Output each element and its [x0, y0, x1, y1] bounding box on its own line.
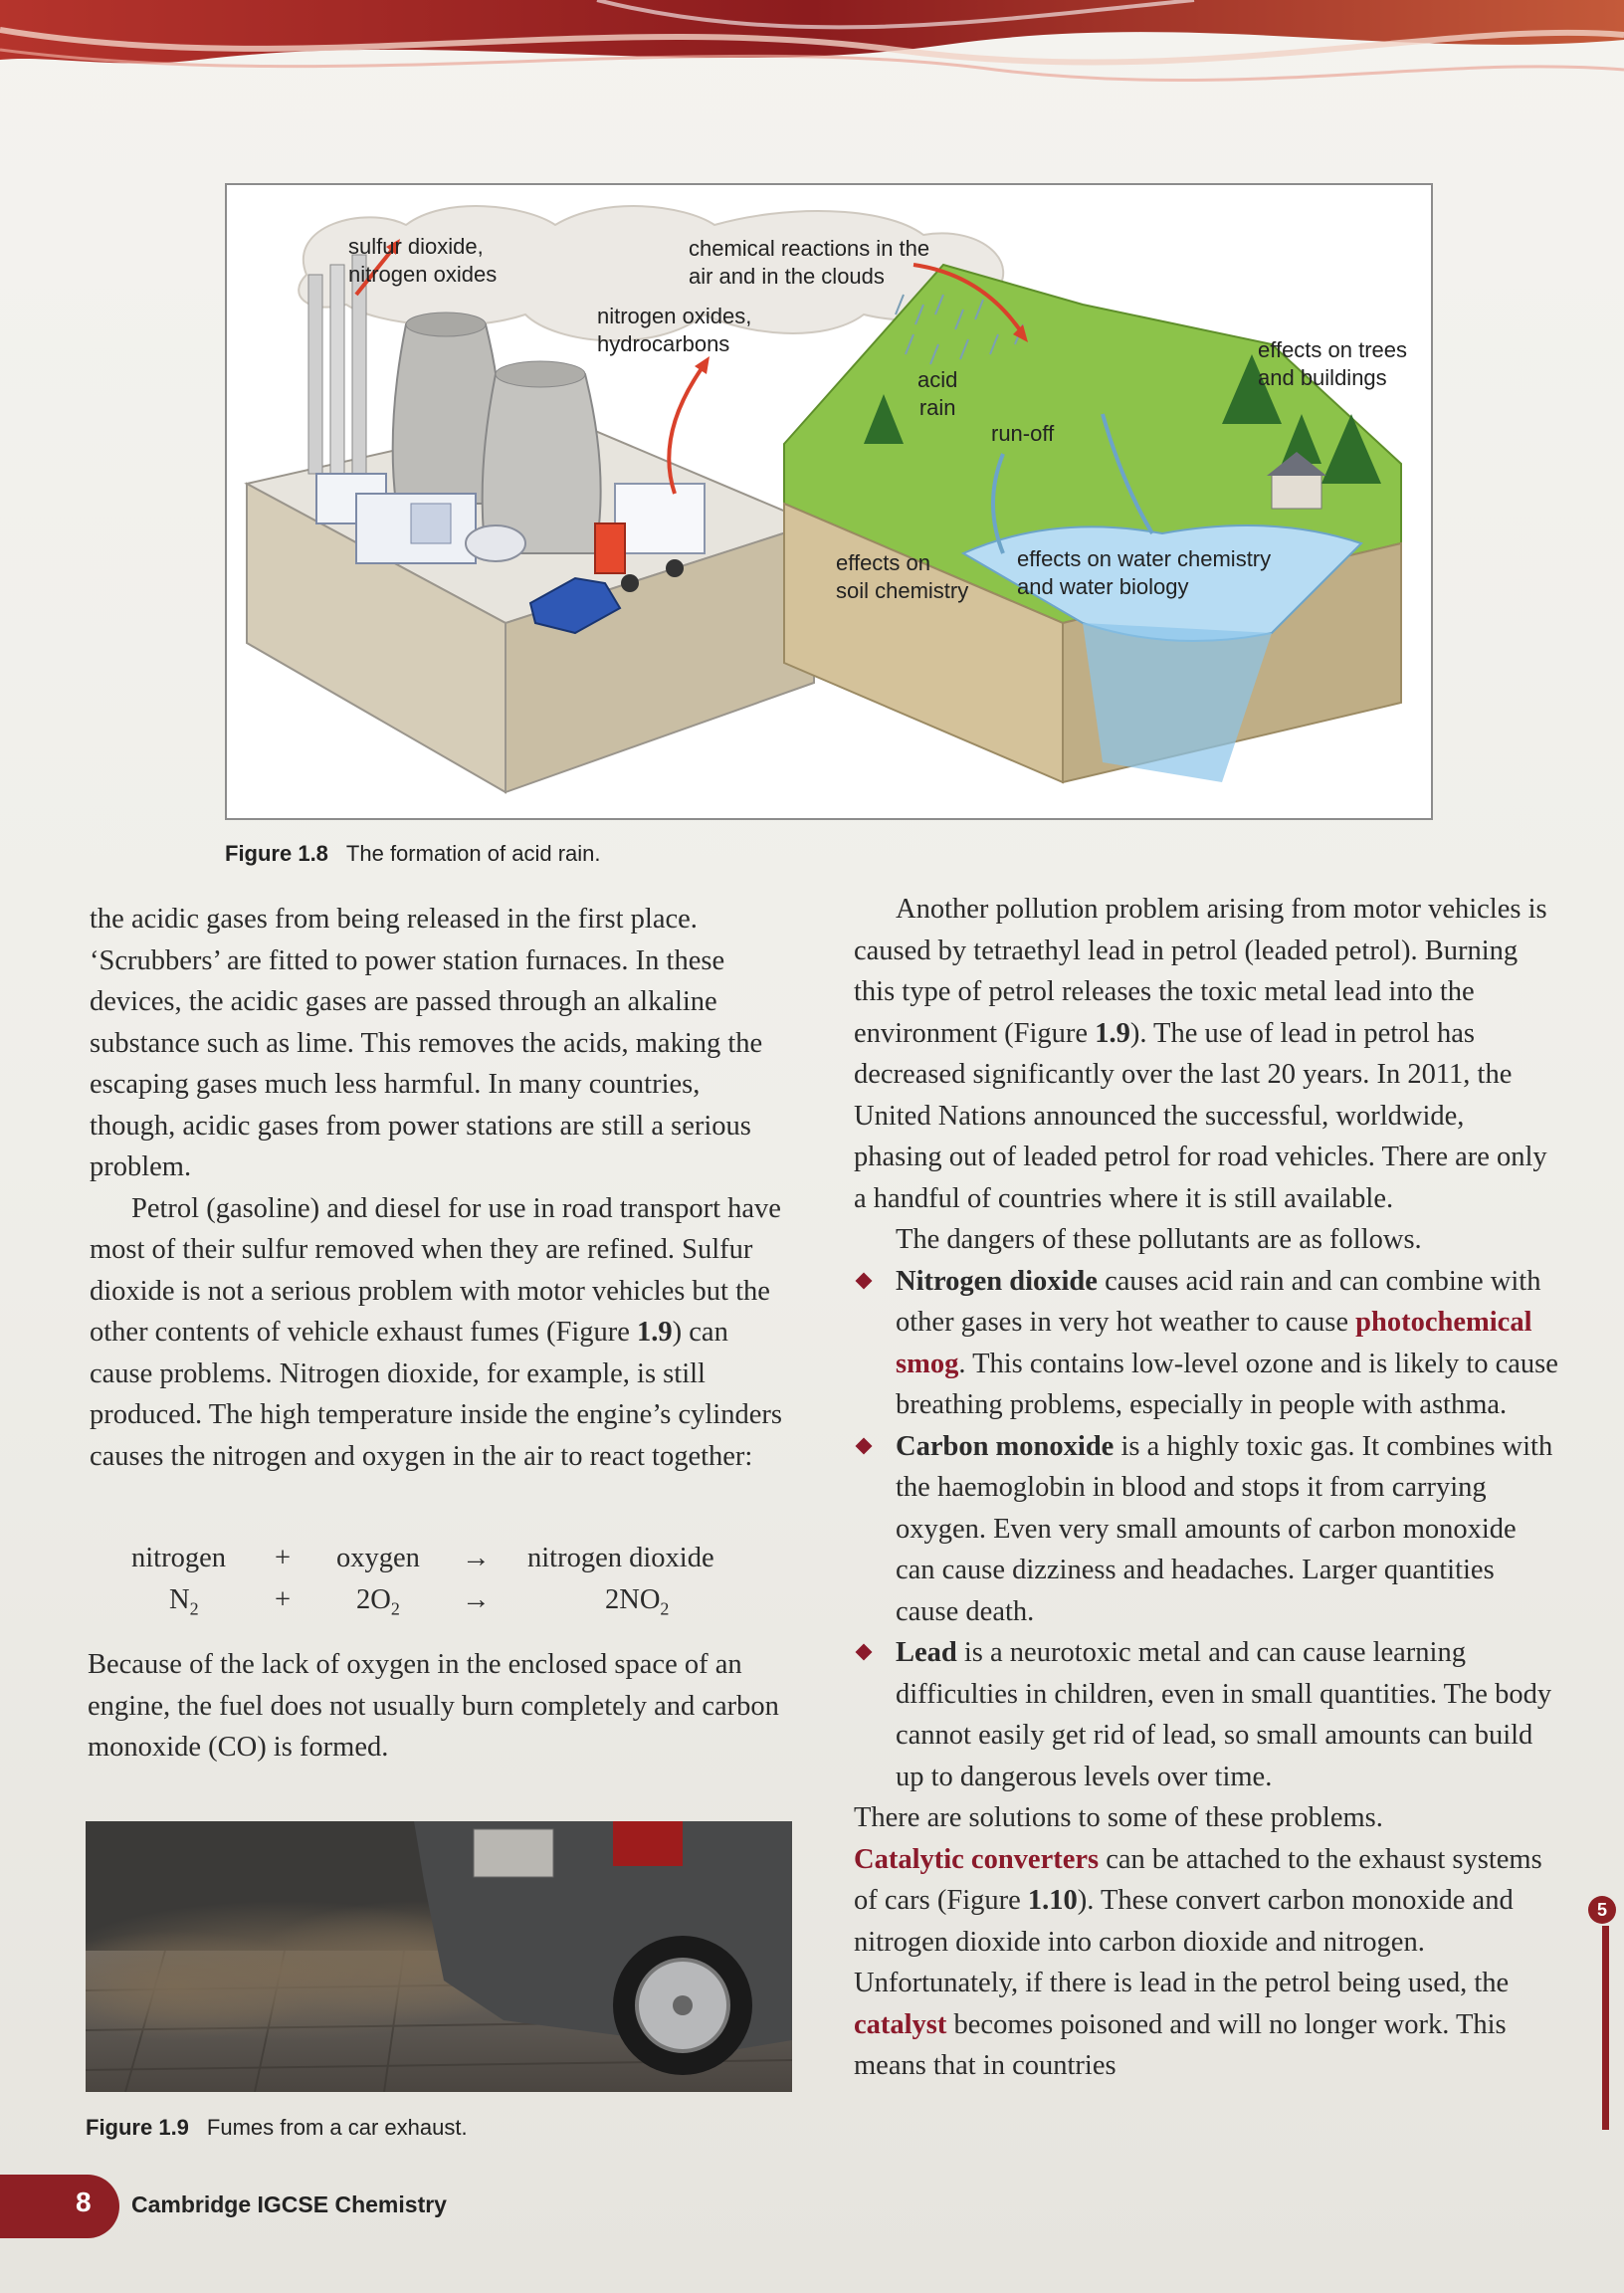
left-paragraph-2 [90, 1188, 790, 1478]
eq-symbol-arrow: → [462, 1584, 491, 1615]
page-number: 8 [76, 2187, 92, 2217]
right-paragraph-4-text-a: can be attached to the exhaust systems of cars (Figure [854, 1843, 1542, 1916]
book-title: Cambridge IGCSE Chemistry [131, 2191, 447, 2217]
left-paragraph-2-text-a: Petrol (gasoline) and diesel for use in road transport have most of their sulfur removed when they are refined. Sulfur dioxide is not a serious problem with motor vehicles but the other contents of vehicle exhaust fumes (Figure [90, 1192, 781, 1348]
equation-symbols-row [129, 1579, 766, 1621]
left-paragraph-2-text-b: ) can cause problems. Nitrogen dioxide, for example, is still produced. The high temperature inside the engine’s cylinders causes the nitrogen and oxygen in the air to react together: [90, 1317, 782, 1472]
eq-symbol-2o2 [356, 1579, 400, 1630]
right-paragraph-1 [854, 889, 1558, 1219]
figure-1-9-caption-text: Fumes from a car exhaust. [206, 2115, 468, 2140]
bullet-diamond-icon [856, 1644, 873, 1661]
bullet-1-text-a: causes acid rain and can combine with other gases in very hot weather to cause [896, 1265, 1541, 1338]
label-effects-on-trees: effects on trees and buildings [1258, 337, 1408, 390]
eq-word-arrow: → [462, 1543, 491, 1573]
eq-symbol-n2 [169, 1579, 199, 1630]
left-paragraph-1: the acidic gases from being released in the first place. ‘Scrubbers’ are fitted to power station furnaces. In these devices, the acidic gases are passed through an alkaline substance such as lime. This removes the acids, making the escaping gases much less harmful. In many countries, though, acidic gases from power stations are still a serious problem. [90, 904, 763, 1182]
equation-words-row [129, 1538, 766, 1579]
bullet-diamond-icon [856, 1437, 873, 1454]
bullet-nitrogen-dioxide [854, 1261, 1558, 1426]
label-effects-on-water: effects on water chemistry and water biology [1017, 546, 1272, 599]
right-paragraph-4-text-b: ). These convert carbon monoxide and nitrogen dioxide into carbon dioxide and nitrogen. Unfortunately, if there is lead in the petrol being used, the [854, 1885, 1514, 1998]
eq-word-nitrogen-dioxide: nitrogen dioxide [527, 1543, 714, 1573]
bullet-lead [854, 1632, 1558, 1797]
eq-symbol-plus: + [275, 1584, 292, 1615]
bullet-3-text: is a neurotoxic metal and can cause learning difficulties in children, even in small quantities. The body cannot easily get rid of lead, so small amounts can build up to dangerous levels over time. [896, 1637, 1552, 1792]
term-carbon-monoxide: Carbon monoxide [896, 1430, 1115, 1462]
keyword-catalyst: catalyst [854, 2008, 947, 2040]
bullet-diamond-icon [856, 1272, 873, 1289]
chapter-side-bar [1602, 1926, 1609, 2130]
keyword-photochemical-smog: photochemical smog [896, 1307, 1532, 1379]
figure-1-9-caption [86, 2115, 468, 2141]
label-acid-rain: acid rain [917, 367, 958, 420]
eq-symbol-2o-sub: 2 [390, 1598, 400, 1619]
eq-symbol-n: N [169, 1584, 190, 1615]
eq-symbol-n-sub: 2 [189, 1598, 199, 1619]
right-paragraph-4 [854, 1839, 1558, 2087]
word-equation [129, 1538, 766, 1621]
pollutant-list [854, 1261, 1558, 1798]
left-column-bottom [88, 1644, 790, 1769]
label-chemical-reactions: chemical reactions in the air and in the clouds [689, 236, 930, 289]
bullet-1-text-b: . This contains low-level ozone and is likely to cause breathing problems, especially in people with asthma. [896, 1348, 1558, 1420]
figure-ref-1-9: 1.9 [637, 1317, 673, 1348]
label-effects-on-soil: effects on soil chemistry [836, 550, 969, 603]
eq-word-oxygen: oxygen [336, 1543, 420, 1573]
figure-1-8-caption [225, 841, 601, 867]
eq-word-nitrogen: nitrogen [131, 1543, 226, 1573]
right-paragraph-4-text-c: becomes poisoned and will no longer work. This means that in countries [854, 2008, 1507, 2081]
eq-symbol-2no: 2NO [605, 1584, 661, 1615]
right-column [854, 889, 1558, 2087]
term-nitrogen-dioxide: Nitrogen dioxide [896, 1265, 1098, 1297]
top-banner [0, 0, 1624, 149]
right-paragraph-1-text-b: ). The use of lead in petrol has decreased significantly over the last 20 years. In 2011, the United Nations announced the successful, worldwide, phasing out of leaded petrol for road vehicles. There are only a handful of countries where it is still available. [854, 1017, 1547, 1214]
figure-1-9-number: Figure 1.9 [86, 2115, 189, 2140]
bullet-carbon-monoxide [854, 1426, 1558, 1633]
right-paragraph-1-text-a: Another pollution problem arising from motor vehicles is caused by tetraethyl lead in petrol (leaded petrol). Burning this type of petrol releases the toxic metal lead into the environment (Figure [854, 894, 1547, 1049]
keyword-catalytic-converters: Catalytic converters [854, 1843, 1100, 1875]
left-paragraph-3: Because of the lack of oxygen in the enclosed space of an engine, the fuel does not usually burn completely and carbon monoxide (CO) is formed. [88, 1649, 779, 1763]
page-number-tab [0, 2175, 119, 2238]
left-column-top [90, 899, 790, 1477]
label-sulfur-dioxide: sulfur dioxide, nitrogen oxides [348, 234, 498, 287]
acid-rain-diagram [225, 183, 1433, 820]
term-lead: Lead [896, 1637, 957, 1668]
label-nitrogen-oxides-hydrocarbons: nitrogen oxides, hydrocarbons [597, 304, 752, 356]
eq-symbol-2o: 2O [356, 1584, 391, 1615]
figure-1-8-number: Figure 1.8 [225, 841, 328, 866]
bullet-2-text: is a highly toxic gas. It combines with the haemoglobin in blood and stops it from carrying oxygen. Even very small amounts of carbon monoxide can cause dizziness and headaches. Larger quantities cause death. [896, 1430, 1553, 1627]
eq-word-plus: + [275, 1543, 292, 1573]
car-exhaust-photo [86, 1821, 792, 2092]
car-exhaust-illustration [86, 1821, 792, 2092]
figure-ref-1-9-right: 1.9 [1095, 1017, 1130, 1049]
label-run-off: run-off [991, 421, 1055, 446]
chapter-badge: 5 [1588, 1896, 1616, 1924]
eq-symbol-2no-sub: 2 [660, 1598, 670, 1619]
right-paragraph-3: There are solutions to some of these problems. [854, 1802, 1383, 1833]
eq-symbol-2no2 [605, 1579, 669, 1630]
figure-ref-1-10: 1.10 [1027, 1885, 1078, 1916]
figure-1-8-caption-text: The formation of acid rain. [345, 841, 601, 866]
right-paragraph-2: The dangers of these pollutants are as follows. [896, 1224, 1422, 1255]
